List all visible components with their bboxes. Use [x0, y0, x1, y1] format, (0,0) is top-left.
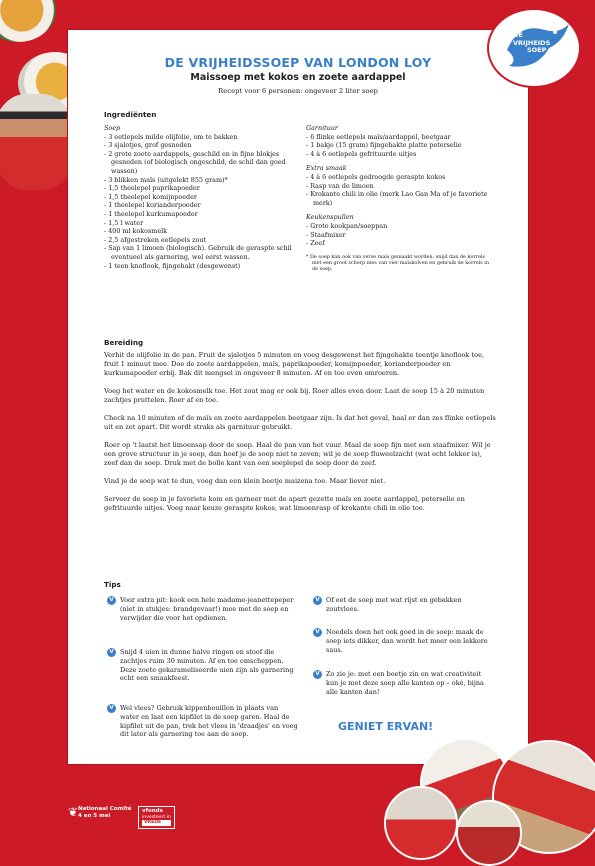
recipe-subtitle: Maissoep met kokos en zoete aardappel — [190, 72, 406, 83]
kitchen-tools-list — [306, 222, 494, 248]
method-paragraph: Voeg het water en de kokosmelk toe. Het zout mag er ook bij. Roer alles even door. Laat de soep 15 à 20 minuten zachtjes pruttelen. Roer af en toe. — [104, 387, 485, 404]
ingredient-item: - 1 theelepel kurkumapoeder — [104, 209, 198, 218]
ingredient-item: - 1,5 l water — [104, 218, 144, 227]
ingredient-item: - 2 grote zoete aardappels, geschild en in fijne blokjes gesneden (of biologisch ongeschild, de schil dan goed wassen) — [104, 149, 286, 175]
ingredient-item: - 1 theelepel korianderpoeder — [104, 201, 201, 210]
logo-line-3: SOEP — [527, 46, 547, 54]
method-paragraph: Vind je de soep wat te dun, voeg dan een klein beetje maizena toe. Maar liever niet. — [104, 477, 386, 485]
tip-text: Snijd 4 uien in dunne halve ringen en stoof die zachtjes ruim 30 minuten. Af en toe omscheppen. Deze zoete gekarameliseerde uien zijn als garnering echt een smaakfeest. — [120, 648, 294, 683]
tips-heading: Tips — [104, 580, 121, 589]
soup-ingredients-column — [104, 124, 296, 270]
tip-item — [315, 596, 490, 614]
page-title: DE VRIJHEIDSSOEP VAN LONDON LOY — [164, 55, 432, 70]
closing-text: GENIET ERVAN! — [338, 720, 434, 733]
ingredient-item: - Sap van 1 limoen (biologisch). Gebruik de geraspte schil eventueel als garnering, wel eerst wassen. — [104, 244, 292, 261]
ingredient-item: - 1,5 theelepel komijnpoeder — [104, 192, 197, 201]
checkmark-icon: V — [107, 704, 116, 713]
ingredient-item: - 1 bakje (15 gram) fijngehakte platte peterselie — [306, 141, 462, 150]
tip-text: Of eet de soep met wat rijst en gebakken zoutvlees. — [326, 596, 462, 613]
logo-line-2: VRIJHEIDS — [513, 38, 551, 47]
tip-text: Voor extra pit: kook een hele madame-jeanettepeper (niet in stukjes: brandgevaar!) mee met de soep en verwijder die voor het opdienen. — [120, 596, 294, 622]
vfonds-line-3: VREDE — [142, 820, 171, 826]
method-text — [104, 351, 496, 522]
ingredient-item: - Rasp van de limoen — [306, 181, 374, 190]
ingredient-item: - 4 à 6 eetlepels gefrituurde uitjes — [306, 149, 417, 158]
tip-item — [315, 670, 490, 696]
tip-item — [109, 704, 298, 739]
tip-text: Noedels doen het ook goed in de soep: maak de soep iets dikker, dan wordt het meer een lekkere saus. — [326, 628, 488, 654]
serves-text: Recept voor 6 personen: ongeveer 2 liter soep — [218, 87, 378, 95]
comite-line-1: Nationaal Comité — [78, 806, 132, 812]
footnote: * De soep kan ook van verse maïs gemaakt worden: snijd dan de korrels met een groot scherp mes van vier maïskolven en gebruik de korrels in de soep. — [306, 253, 490, 273]
vfonds-line-1: vfonds — [142, 808, 163, 814]
chef-cooking-photo-4 — [456, 800, 522, 866]
comite-line-2: 4 en 5 mei — [78, 813, 111, 819]
extra-taste-list — [306, 173, 494, 207]
ingredient-item: - 3 eetlepels milde olijfolie, om te bakken — [104, 132, 238, 141]
method-paragraph: Serveer de soep in je favoriete kom en garneer met de apart gezette maïs en zoete aardappel, peterselie en gefrituurde uitjes. Voeg naar keuze geraspte kokos, wat limoenrasp of krokante chili in olie toe. — [104, 495, 465, 512]
logo-line-1: DE — [513, 31, 523, 39]
checkmark-icon: V — [313, 628, 322, 637]
ingredient-item: - Grote kookpan/soeppan — [306, 221, 388, 230]
chef-photo — [0, 94, 74, 190]
checkmark-icon: V — [313, 596, 322, 605]
ingredient-item: - 4 à 6 eetlepels gedroogde geraspte kokos — [306, 172, 446, 181]
tip-text: Zo zie je: met een beetje zin en wat creativiteit kun je met deze soep alle kanten op – oké, bijna alle kanten dan! — [326, 670, 484, 696]
garnish-heading: Garnituur — [306, 124, 338, 132]
soup-heading: Soep — [104, 124, 121, 132]
ingredient-item: - 1 teen knoflook, fijngehakt (desgewenst) — [104, 261, 241, 270]
extras-column — [306, 124, 494, 272]
soup-ingredient-list — [104, 133, 296, 271]
extra-heading: Extra smaak — [306, 164, 347, 173]
ingredient-item: - 3 sjalotjes, grof gesneden — [104, 141, 192, 150]
ingredient-item: - Zeef — [306, 239, 325, 248]
vfonds-line-2: investeert in — [142, 814, 171, 820]
method-paragraph: Check na 10 minuten of de maïs en zoete aardappelen beetgaar zijn. Is dat het geval, haal er dan zes flinke eetlepels uit en zet apart. Dit wordt straks als garnituur gebruikt. — [104, 414, 496, 431]
checkmark-icon: V — [313, 670, 322, 679]
checkmark-icon: V — [107, 596, 116, 605]
ingredient-item: - 3 blikken maïs (uitgelekt 855 gram)* — [104, 175, 228, 184]
tip-text: Wel vlees? Gebruik kippenbouillon in plaats van water en laat een kipfilet in de soep garen. Haal de kipfilet uit de pan, trek het vlees in 'draadjes' en voeg dit later als garnering toe aan de soep. — [120, 704, 298, 739]
ingredient-item: - 400 ml kokosmelk — [104, 227, 168, 236]
ingredient-item: - Staafmixer — [306, 230, 346, 239]
ingredient-item: - Krokante chili in olie (merk Lao Gan Ma of je favoriete merk) — [306, 190, 488, 207]
garnish-list — [306, 133, 494, 159]
checkmark-icon: V — [107, 648, 116, 657]
nationaal-comite-logo — [68, 806, 132, 820]
method-paragraph: Verhit de olijfolie in de pan. Fruit de sjalotjes 5 minuten en voeg desgewenst het fijngehakte teentje knoflook toe, fruit 1 minuut mee. Doe de zoete aardappelen, maïs, paprikapoeder, komijnpoeder, korianderpoeder en kurkumapoeder erbij. Bak dit mengsel in ongeveer 8 minuten. Af en toe even omroeren. — [104, 351, 485, 377]
method-paragraph: Roer op 't laatst het limoensap door de soep. Haal de pan van het vuur. Maal de soep fijn met een staafmixer. Wil je een grove structuur in je soep, dan hoef je de soep niet te zeven; wil je de soep fluweelzacht (wat echt lekker is), zeef dan de soep. Druk met de bolle kant van een soeplepel de soep door de zeef. — [104, 441, 491, 467]
chef-cooking-photo-3 — [384, 786, 458, 860]
ingredients-heading: Ingrediënten — [104, 110, 157, 119]
tip-item — [109, 648, 298, 683]
tools-heading: Keukenspullen — [306, 213, 354, 222]
tip-item — [109, 596, 298, 622]
vfonds-logo — [138, 806, 175, 829]
method-heading: Bereiding — [104, 338, 144, 347]
ingredient-item: - 2,5 afgestreken eetlepels zout — [104, 235, 207, 244]
flame-icon: ❦ — [68, 805, 79, 819]
tip-item — [315, 628, 490, 654]
ingredient-item: - 1,5 theelepel paprikapoeder — [104, 184, 200, 193]
soup-bowl-photo-top — [0, 0, 56, 42]
ingredient-item: - 6 flinke eetlepels maïs/aardappel, beetgaar — [306, 132, 451, 141]
